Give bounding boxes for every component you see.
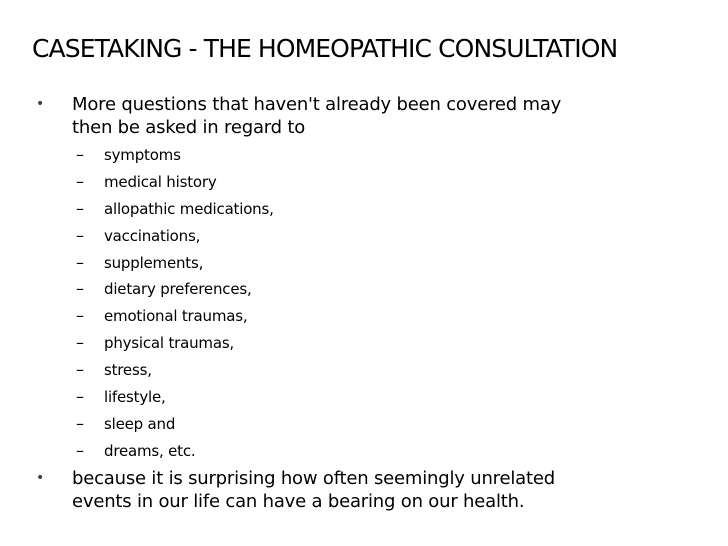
dash-icon: – (76, 225, 84, 245)
bullet-text (72, 467, 712, 513)
list-item-label: symptoms (104, 146, 181, 164)
bullet-line: because it is surprising how often seemingly unrelated (72, 468, 555, 489)
list-item-label: stress, (104, 361, 152, 380)
bullet-line: then be asked in regard to (72, 117, 306, 138)
slide-title: CASETAKING - THE HOMEOPATHIC CONSULTATION (32, 34, 618, 63)
bullet-icon: • (36, 96, 45, 112)
list-item-label: emotional traumas, (104, 307, 248, 326)
bullet-icon: • (36, 470, 45, 486)
dash-icon: – (76, 171, 84, 191)
list-item-label: medical history (104, 172, 217, 191)
list-item-label: vaccinations, (104, 226, 201, 245)
dash-icon: – (76, 252, 84, 272)
dash-icon: – (76, 279, 84, 299)
dash-icon: – (76, 387, 84, 407)
dash-icon: – (76, 198, 84, 218)
dash-icon: – (76, 145, 84, 164)
bullet-line: More questions that haven't already been covered may (72, 94, 562, 115)
list-item-label: dreams, etc. (104, 441, 196, 460)
dash-icon: – (76, 306, 84, 326)
dash-icon: – (76, 413, 84, 433)
bullet-text (72, 93, 712, 139)
dash-icon: – (76, 333, 84, 353)
list-item-label: supplements, (104, 253, 204, 272)
list-item-label: allopathic medications, (104, 199, 274, 218)
dash-icon: – (76, 440, 84, 460)
list-item-label: lifestyle, (104, 388, 166, 407)
bullet-line: events in our life can have a bearing on our health. (72, 491, 525, 512)
dash-icon: – (76, 360, 84, 380)
list-item-label: sleep and (104, 414, 176, 433)
list-item-label: dietary preferences, (104, 280, 252, 299)
list-item-label: physical traumas, (104, 334, 234, 353)
